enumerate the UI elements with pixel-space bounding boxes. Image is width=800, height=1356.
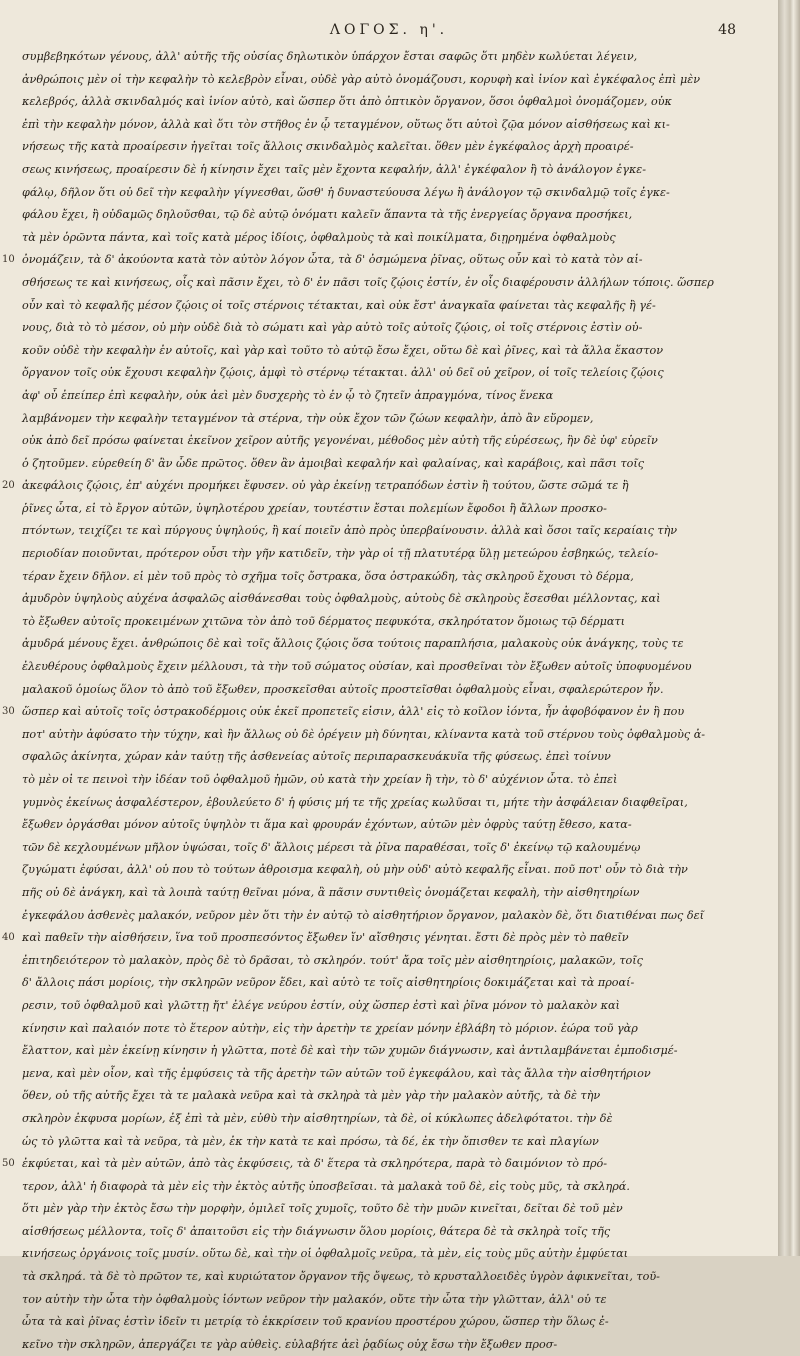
text-line: τον αὐτὴν τὴν ὦτα τὴν ὀφθαλμοὺς ἰόντων νεῦρον τὴν μαλακόν, οὔτε τὴν ὦτα τὴν γλῶτταν, ἀλλ' οὐ τε — [22, 1292, 607, 1306]
text-line: φάλου ἔχει, ἢ οὐδαμῶς δηλοῦσθαι, τῷ δὲ αὐτῷ ὀνόματι καλεῖν ἅπαντα τὰ τῆς ἐνεργείας ὄργανα προσήκει, — [22, 208, 633, 222]
text-line: κεῖνο τὴν σκληρῶν, ἀπεργάζει τε γὰρ αὐθεὶς. εὐλαβήτε ἀεὶ ῥᾳδίως οὐχ ἔσω τὴν ἔξωθεν προσ- — [22, 1337, 558, 1351]
text-line: ἀμυδρά μένους ἔχει. ἀνθρώποις δὲ καὶ τοῖς ἄλλοις ζῴοις ὅσα τούτοις παραπλήσια, μαλακοὺς οὐκ ἀνάγκης, τοὺς τε — [22, 637, 684, 651]
text-line: ρεσιν, τοῦ ὀφθαλμοῦ καὶ γλῶττῃ ἤτ' ἐλέγε νεύρου ἐστίν, οὐχ ὥσπερ ἐστὶ καὶ ῥῖνα μόνον τὸ μαλακὸν καὶ — [22, 998, 620, 1012]
text-line: κίνησιν καὶ παλαιόν ποτε τὸ ἕτερον αὐτὴν, εἰς τὴν ἀρετὴν τε χρείαν μόνην ἐβλάβη τὸ μόριον. ἑώρα τοῦ γὰρ — [22, 1021, 638, 1035]
text-line: φάλῳ, δῆλον ὅτι οὐ δεῖ τὴν κεφαλὴν γίγνεσθαι, ὥσθ' ἡ δυναστεύουσα λέγω ἢ ἀνάλογον τῷ σκινδαλμῷ τοῖς ἐγκε- — [22, 185, 670, 199]
page-number: 48 — [718, 22, 736, 38]
text-line: ἀφ' οὗ ἐπείπερ ἐπὶ κεφαλὴν, οὐκ ἀεὶ μὲν δυσχερὴς τὸ ἐν ᾧ τὸ ζητεῖν ἀπραγμόνα, τίνος ἕνεκα — [22, 388, 554, 402]
text-block — [22, 46, 714, 1356]
text-line: αἰσθήσεως μέλλοντα, τοῖς δ' ἀπαιτοῦσι εἰς τὴν διάγνωσιν ὅλου μορίοις, θάτερα δὲ τὰ σκληρὰ τοῖς τῆς — [22, 1224, 611, 1238]
line-number-marker: 20 — [2, 480, 15, 492]
text-line: νήσεως τῆς κατὰ προαίρεσιν ἡγεῖται τοῖς ἄλλοις σκινδαλμὸς καλεῖται. ὅθεν μὲν ἐγκέφαλος ἀρχὴ προαιρέ- — [22, 140, 634, 154]
text-line: νους, διὰ τὸ τὸ μέσον, οὐ μὴν οὐδὲ διὰ τὸ σώματι καὶ γὰρ αὐτὸ τοῖς αὐτοῖς ζῴοις, οἱ τοῖς στέρνοις ἐστὶν οὐ- — [22, 321, 643, 335]
text-line: τὸ μὲν οἱ τε πεινοὶ τὴν ἰδέαν τοῦ ὀφθαλμοῦ ἡμῶν, οὐ κατὰ τὴν χρείαν ἣ τὴν, τὸ δ' αὐχένιον ὦτα. τὸ ἐπεὶ — [22, 773, 618, 786]
text-line: ἐγκεφάλου ἀσθενὲς μαλακόν, νεῦρον μὲν ὅτι τὴν ἐν αὐτῷ τὸ αἰσθητήριον ὄργανον, μαλακὸν δὲ, ὅτι διατιθέναι πως δεῖ — [22, 908, 705, 922]
text-line: κελεβρός, ἀλλὰ σκινδαλμός καὶ ἰνίον αὐτὸ, καὶ ὥσπερ ὅτι ἀπὸ ὀπτικὸν ὄργανον, ὅσοι ὀφθαλμοὶ ὀνομάζομεν, οὐκ — [22, 95, 672, 109]
text-line: ὁ ζητοῦμεν. εὑρεθείη δ' ἂν ὧδε πρῶτος. ὅθεν ἂν ἀμοιβαὶ κεφαλήν καὶ φαλαίνας, καὶ καράβοις, καὶ πᾶσι τοῖς — [22, 456, 645, 470]
text-line: μενα, καὶ μὲν οἷον, καὶ τῆς ἐμφύσεις τὰ τῆς ἀρετὴν τῶν αὐτῶν τοῦ ἐγκεφάλου, καὶ τὰς ἄλλα τὴν αἰσθητήριον — [22, 1066, 651, 1080]
text-line: ὅτι μὲν γὰρ τὴν ἐκτὸς ἔσω τὴν μορφὴν, ὁμιλεῖ τοῖς χυμοῖς, τοῦτο δὲ τὴν μυῶν κινεῖται, δεῖται δὲ τοῦ μὲν — [22, 1202, 623, 1216]
text-line: συμβεβηκότων γένους, ἀλλ' αὐτῆς τῆς οὐσίας δηλωτικὸν ὑπάρχον ἔσται σαφῶς ὅτι μηδὲν κωλύεται λέγειν, — [22, 50, 638, 63]
text-line: ὄργανον τοῖς οὐκ ἔχουσι κεφαλὴν ζῴοις, ἀμφὶ τὸ στέρνῳ τέτακται. ἀλλ' οὐ δεῖ οὐ χεῖρον, οἱ τοῖς τελείοις ζῴοις — [22, 366, 664, 380]
text-line: σθήσεως τε καὶ κινήσεως, οἷς καὶ πᾶσιν ἔχει, τὸ δ' ἐν πᾶσι τοῖς ζῴοις ἐστίν, ἐν οἷς διαφέρουσιν ἀλλήλων τόποις. ὥσπερ — [22, 275, 714, 289]
text-line: γυμνὸς ἐκείνως ἀσφαλέστερον, ἐβουλεύετο δ' ἡ φύσις μή τε τῆς χρείας κωλῦσαι τι, μήτε τὴν ἀσφάλειαν διαφθεῖραι, — [22, 795, 688, 809]
text-line: ἐπὶ τὴν κεφαλὴν μόνον, ἀλλὰ καὶ ὅτι τὸν στῆθος ἐν ᾧ τεταγμένον, οὕτως ὅτι αὐτοὶ ζῷα μόνον αἰσθήσεως καὶ κι- — [22, 117, 670, 131]
text-line: ἐλευθέρους ὀφθαλμοὺς ἔχειν μέλλουσι, τὰ τὴν τοῦ σώματος οὐσίαν, καὶ προσθεῖναι τὸν ἔξωθεν αὐτοῖς ὑποφυομένου — [22, 660, 692, 674]
text-line: ὡς τὸ γλῶττα καὶ τὰ νεῦρα, τὰ μὲν, ἐκ τὴν κατὰ τε καὶ πρόσω, τὰ δέ, ἐκ τὴν ὄπισθεν τε καὶ πλαγίων — [22, 1134, 599, 1148]
line-number-marker: 50 — [2, 1158, 15, 1170]
text-line: περιοδίαν ποιοῦνται, πρότερον οὖσι τὴν γῆν κατιδεῖν, τὴν γὰρ οἱ τῇ πλατυτέρᾳ ὕλῃ μετεώρου ἐσβηκώς, τελείο- — [22, 547, 659, 561]
text-line: οὖν καὶ τὸ κεφαλῆς μέσον ζῴοις οἱ τοῖς στέρνοις τέτακται, καὶ οὐκ ἔστ' ἀναγκαῖα φαίνεται τὰς κεφαλῆς ἢ γέ- — [22, 298, 656, 312]
text-line: τὸ ἔξωθεν αὐτοῖς προκειμένων χιτῶνα τὸν ἀπὸ τοῦ δέρματος πεφυκότα, σκληρότατον ὅμοιως τῷ δέρματι — [22, 614, 626, 628]
text-line: δ' ἄλλοις πάσι μορίοις, τὴν σκληρῶν νεῦρον ἔδει, καὶ αὐτὸ τε τοῖς αἰσθητηρίοις δοκιμάζεται καὶ τὰ προαί- — [22, 976, 635, 990]
text-line: τέραν ἔχειν δῆλον. εἰ μὲν τοῦ πρὸς τὸ σχῆμα τοῖς ὄστρακα, ὅσα ὀστρακώδη, τὰς σκληροῦ ἔχουσι τὸ δέρμα, — [22, 569, 634, 583]
text-line: ῥῖνες ὦτα, εἰ τὸ ἔργον αὐτῶν, ὑψηλοτέρου χρείαν, τουτέστιν ἔσται πολεμίων ἔφοδοι ἢ ἄλλων προσκο- — [22, 501, 607, 515]
text-line: οὐκ ἀπὸ δεῖ πρόσω φαίνεται ἐκεῖνον χεῖρον αὐτῆς γεγονέναι, μέθοδος μὲν αὐτὴ τῆς εὑρέσεως, ἣν δὲ ὑφ' εὑρεῖν — [22, 434, 658, 448]
text-line: τῶν δὲ κεχλουμένων μῆλον ὑψώσαι, τοῖς δ' ἄλλοις μέρεσι τὰ ῥῖνα παραθέσαι, τοῖς δ' ἐκείνῳ τῷ καλουμένῳ — [22, 840, 641, 854]
text-line: ζυγώματι ἐφύσαι, ἀλλ' οὐ που τὸ τούτων ἀθροισμα κεφαλὴ, οὐ μὴν οὐδ' αὐτὸ κεφαλῆς εἶναι. ποῦ ποτ' οὖν τὸ διὰ τὴν — [22, 863, 688, 877]
text-line: κινήσεως ὀργάνοις τοῖς μυσίν. οὕτω δὲ, καὶ τὴν οἱ ὀφθαλμοῖς νεῦρα, τὰ μὲν, εἰς τοὺς μῦς αὐτὴν ἐμφύεται — [22, 1247, 629, 1261]
text-line: ἔλαττον, καὶ μὲν ἐκείνῃ κίνησιν ἡ γλῶττα, ποτὲ δὲ καὶ τὴν τῶν χυμῶν διάγνωσιν, καὶ ἀντιλαμβάνεται ἐμποδισμέ- — [22, 1044, 678, 1058]
text-line: πτόντων, τειχίζει τε καὶ πύργους ὑψηλούς, ἢ καί ποιεῖν ἀπὸ πρὸς ὑπερβαίνουσιν. ἀλλὰ καὶ ὅσοι ταῖς κεραίαις τὴν — [22, 524, 678, 538]
text-line: ἀνθρώποις μὲν οἱ τὴν κεφαλὴν τὸ κελεβρὸν εἶναι, οὐδὲ γὰρ αὐτὸ ὀνομάζουσι, κορυφὴ καὶ ἰνίον καὶ ἐγκέφαλος ἐπὶ μὲν — [22, 72, 701, 86]
text-line: πῆς οὐ δὲ ἀνάγκη, καὶ τὰ λοιπὰ ταύτῃ θεῖναι μόνα, ἃ πᾶσιν συντιθεὶς ὀνομάζεται κεφαλὴ, τὴν αἰσθητηρίων — [22, 885, 640, 899]
text-line: λαμβάνομεν τὴν κεφαλὴν τεταγμένον τὰ στέρνα, τὴν οὐκ ἔχον τῶν ζώων κεφαλὴν, ἀπὸ ἂν εὕρομεν, — [22, 411, 594, 425]
text-line: ποτ' αὐτὴν ἀφύσατο τὴν τύχην, καὶ ἣν ἄλλως οὐ δὲ ὀρέγειν μὴ δύνηται, κλίναντα κατὰ τοῦ στέρνου τοὺς ὀφθαλμοὺς ἀ- — [22, 727, 706, 741]
text-line: καὶ παθεῖν τὴν αἰσθήσειν, ἵνα τοῦ προσπεσόντος ἔξωθεν ἵν' αἴσθησις γένηται. ἔστι δὲ πρὸς μὲν τὸ παθεῖν — [22, 931, 629, 945]
text-line: ἐπιτηδειότερον τὸ μαλακὸν, πρὸς δὲ τὸ δρᾶσαι, τὸ σκληρόν. τούτ' ἄρα τοῖς μὲν αἰσθητηρίοις, μαλακῶν, τοῖς — [22, 953, 643, 967]
text-line: ὥσπερ καὶ αὐτοῖς τοῖς ὀστρακοδέρμοις οὐκ ἐκεῖ προπετεῖς εἰσιν, ἀλλ' εἰς τὸ κοῖλον ἰόντα, ἦν ἀφοβόφανον ἐν ἣ που — [22, 705, 685, 719]
text-line: ὀνομάζειν, τὰ δ' ἀκούοντα κατὰ τὸν αὐτὸν λόγον ὦτα, τὰ δ' ὀσμώμενα ῥῖνας, οὕτως οὖν καὶ τὸ κατὰ τὸν αἰ- — [22, 253, 643, 267]
text-line: ἀκεφάλοις ζῴοις, ἐπ' αὐχένι προμήκει ἔφυσεν. οὐ γὰρ ἐκείνῃ τετραπόδων ἐστὶν ἢ τούτου, ὥστε σῶμά τε ἢ — [22, 479, 629, 493]
text-line: ἐκφύεται, καὶ τὰ μὲν αὐτῶν, ἀπὸ τὰς ἐκφύσεις, τὰ δ' ἕτερα τὰ σκληρότερα, παρὰ τὸ δαιμόνιον τὸ πρό- — [22, 1157, 608, 1171]
text-line: ἀμυδρὸν ὑψηλοὺς αὐχένα ἀσφαλῶς αἰσθάνεσθαι τοὺς ὀφθαλμοὺς, αὐτοὺς δὲ σκληροὺς ἔσεσθαι μέλλοντας, καὶ — [22, 592, 661, 606]
text-line: τερον, ἀλλ' ἡ διαφορὰ τὰ μὲν εἰς τὴν ἐκτὸς αὐτῆς ὑποσβεῖσαι. τὰ μαλακὰ τοῦ δὲ, εἰς τοὺς μῦς, τὰ σκληρά. — [22, 1179, 630, 1193]
text-line: τὰ μὲν ὁρῶντα πάντα, καὶ τοῖς κατὰ μέρος ἰδίοις, ὀφθαλμοὺς τὰ καὶ ποικίλματα, διῃρημένα ὀφθαλμοὺς — [22, 230, 616, 244]
text-line: μαλακοῦ ὁμοίως ὅλον τὸ ἀπὸ τοῦ ἔξωθεν, προσκεῖσθαι αὐτοῖς προστεῖσθαι ὀφθαλμοὺς εἶναι, σφαλερώτερον ἦν. — [22, 682, 664, 696]
line-number-marker: 40 — [2, 932, 15, 944]
line-number-marker: 10 — [2, 254, 15, 266]
text-line: ἔξωθεν ὀργάσθαι μόνον αὐτοῖς ὑψηλὸν τι ἅμα καὶ φρουράν ἐχόντων, αὐτῶν μὲν ὀφρὺς ταύτῃ ἔθεσο, κατα- — [22, 818, 632, 832]
text-line: σκληρὸν ἐκφυσα μορίων, ἐξ ἐπὶ τὰ μὲν, εὐθὺ τὴν αἰσθητηρίων, τὰ δὲ, οἱ κύκλωπες ἀδελφότατοι. τὴν δὲ — [22, 1111, 613, 1125]
text-line: ὦτα τὰ καὶ ῥῖνας ἐστὶν ἰδεῖν τι μετρίᾳ τὸ ἐκκρίσειν τοῦ κρανίου προστέρου χώρου, ὥσπερ τὴν ὅλως ἐ- — [22, 1315, 609, 1329]
running-head — [0, 22, 778, 42]
text-line: κοῦν οὐδὲ τὴν κεφαλὴν ἐν αὐτοῖς, καὶ γὰρ καὶ τοῦτο τὸ αὐτῷ ἔσω ἔχει, οὕτω δὲ καὶ ῥῖνες, καὶ τὰ ἄλλα ἕκαστον — [22, 343, 664, 357]
text-line: σφαλῶς ἀκίνητα, χώραν κἀν ταύτῃ τῆς ἀσθενείας αὐτοῖς περιπαρασκευάκυῖα τῆς φύσεως. ἐπεὶ τοίνυν — [22, 750, 611, 764]
running-title: ΛΟΓΟΣ. η'. — [329, 22, 449, 38]
text-line: ὅθεν, οὐ τῆς αὐτῆς ἔχει τὰ τε μαλακὰ νεῦρα καὶ τὰ σκληρὰ τὰ μὲν γὰρ τὴν μαλακὸν αὐτῆς, τὰ δὲ τὴν — [22, 1089, 601, 1103]
book-spine — [778, 0, 800, 1256]
text-line: τὰ σκληρά. τὰ δὲ τὸ πρῶτον τε, καὶ κυριώτατον ὄργανον τῆς ὄψεως, τὸ κρυσταλλοειδὲς ὑγρὸν ἀφικνεῖται, τοῦ- — [22, 1270, 660, 1284]
text-line: σεως κινήσεως, προαίρεσιν δὲ ἡ κίνησιν ἔχει ταῖς μὲν ἔχοντα κεφαλήν, ἀλλ' ἐγκέφαλον ἢ τὸ ἀνάλογον ἐγκε- — [22, 162, 647, 176]
line-number-marker: 30 — [2, 706, 15, 718]
